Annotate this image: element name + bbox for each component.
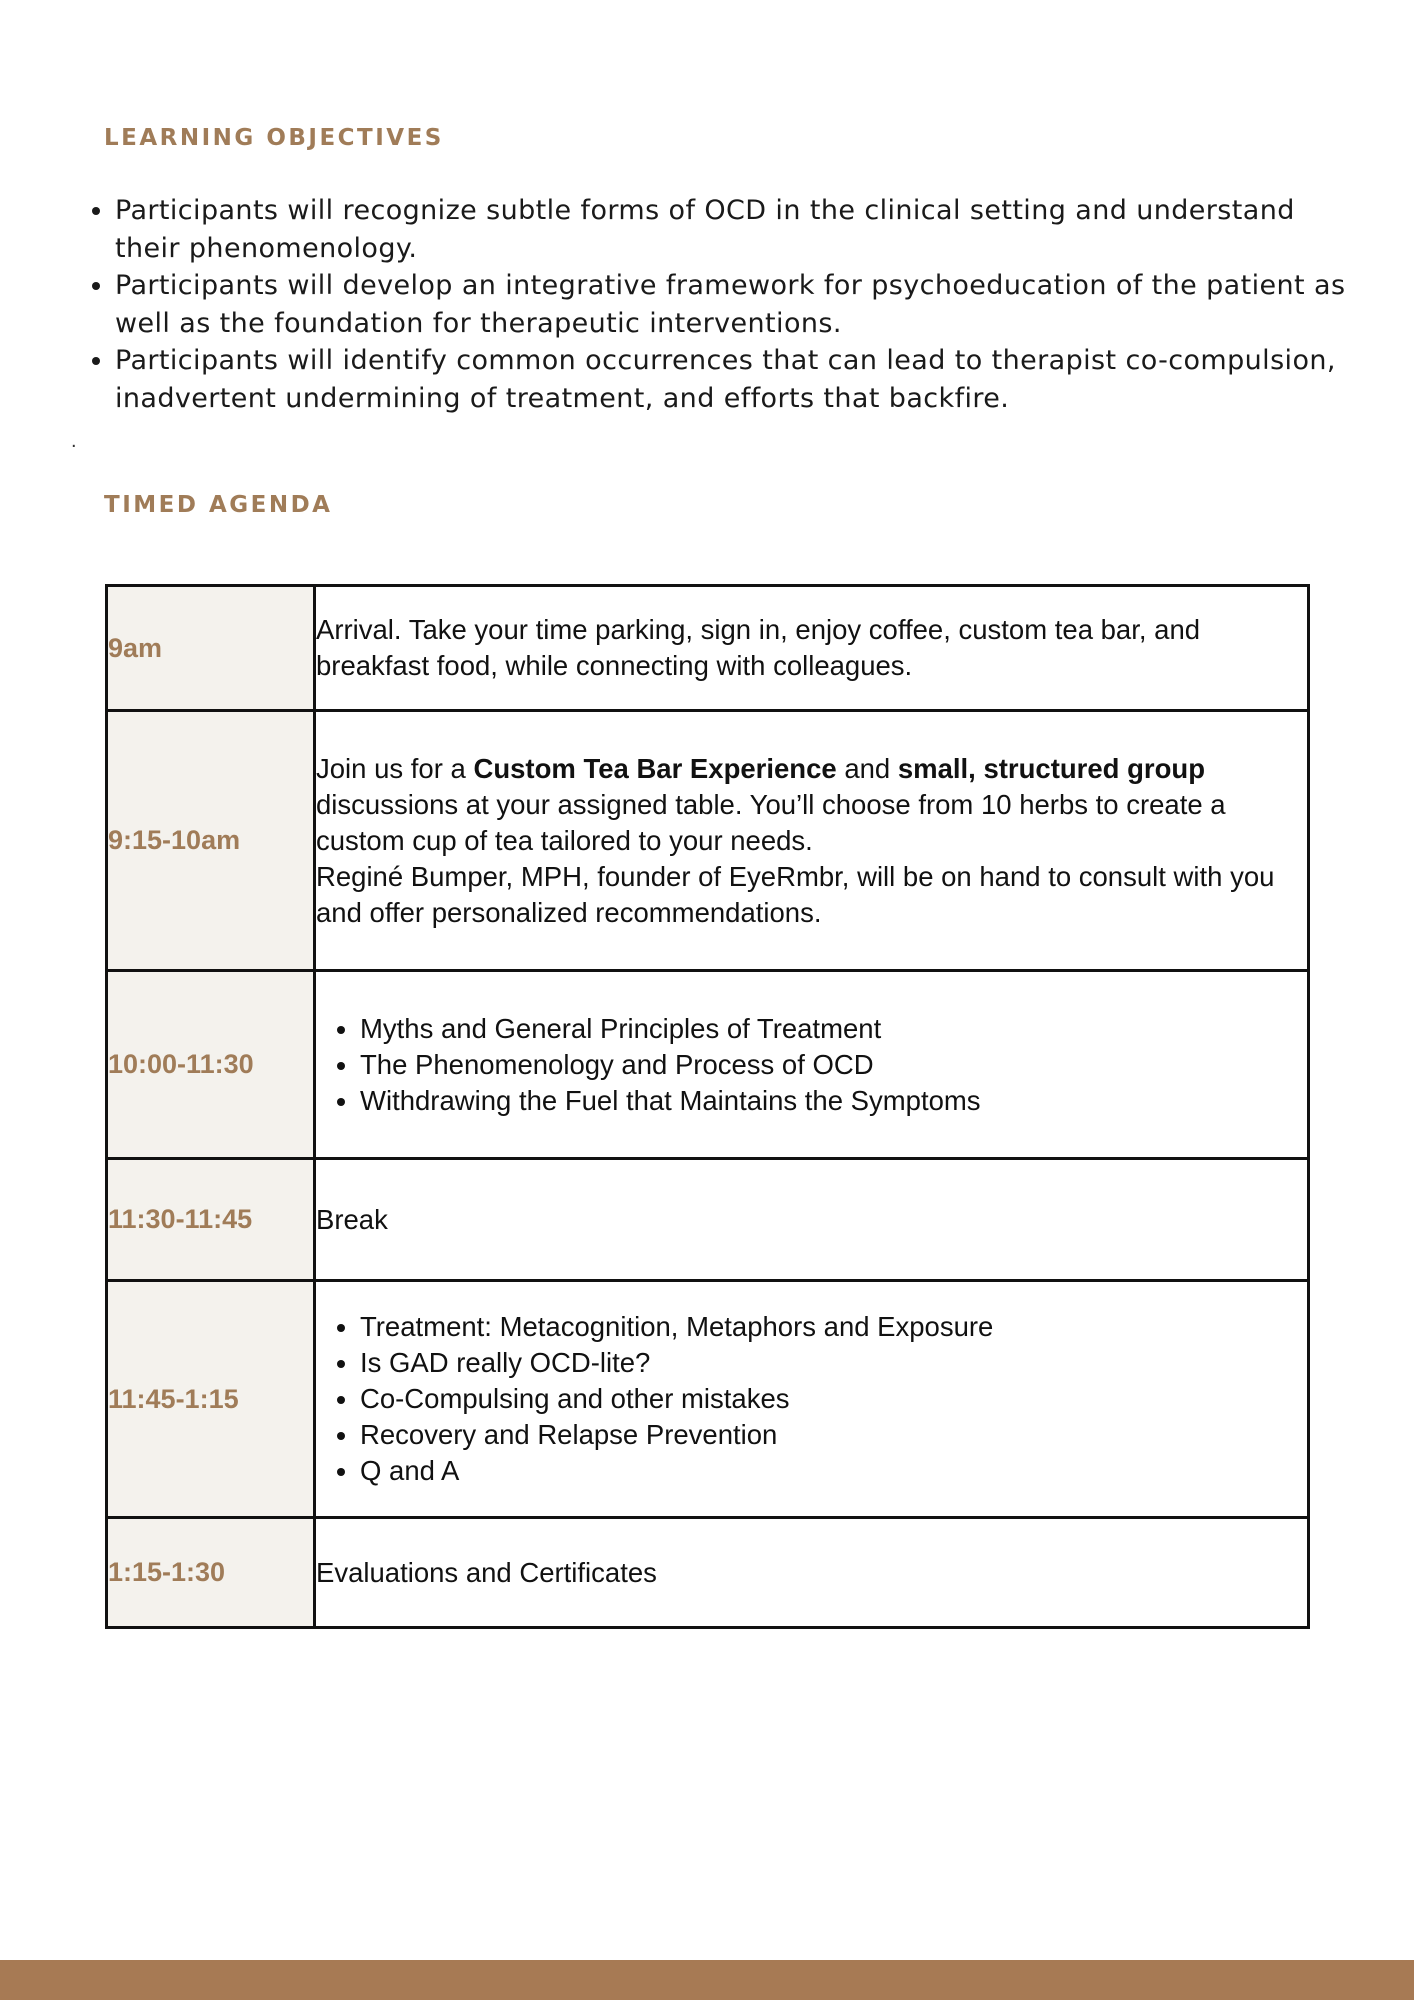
agenda-time: 1:15-1:30 bbox=[107, 1518, 315, 1628]
agenda-time: 10:00-11:30 bbox=[107, 971, 315, 1159]
topic-item: • Is GAD really OCD-lite? bbox=[360, 1345, 1307, 1381]
stray-period: . bbox=[71, 430, 77, 452]
agenda-time: 11:45-1:15 bbox=[107, 1281, 315, 1518]
topic-item: • Myths and General Principles of Treatment bbox=[360, 1011, 1307, 1047]
agenda-row bbox=[107, 971, 1309, 1159]
session-topic-list bbox=[316, 1011, 1307, 1119]
learning-objectives-heading: LEARNING OBJECTIVES bbox=[104, 125, 444, 151]
agenda-description: Evaluations and Certificates bbox=[315, 1518, 1309, 1628]
topic-item: • The Phenomenology and Process of OCD bbox=[360, 1047, 1307, 1083]
agenda-row bbox=[107, 711, 1309, 971]
agenda-row bbox=[107, 1518, 1309, 1628]
topic-item: • Co-Compulsing and other mistakes bbox=[360, 1381, 1307, 1417]
tea-bar-highlight: Custom Tea Bar Experience bbox=[473, 752, 837, 784]
tea-rest-text: discussions at your assigned table. You’ll choose from 10 herbs to create a custom cup of tea tailored to your needs. bbox=[316, 788, 1226, 856]
agenda-row bbox=[107, 586, 1309, 711]
agenda-row bbox=[107, 1281, 1309, 1518]
agenda-time: 9am bbox=[107, 586, 315, 711]
agenda-time: 11:30-11:45 bbox=[107, 1159, 315, 1281]
tea-bar-paragraph bbox=[316, 751, 1307, 859]
topic-item: • Withdrawing the Fuel that Maintains the Symptoms bbox=[360, 1083, 1307, 1119]
session-topic-list bbox=[316, 1309, 1307, 1489]
topic-item: • Q and A bbox=[360, 1453, 1307, 1489]
agenda-row bbox=[107, 1159, 1309, 1281]
learning-objectives-list bbox=[86, 192, 1365, 417]
timed-agenda-heading: TIMED AGENDA bbox=[104, 492, 333, 518]
agenda-time: 9:15-10am bbox=[107, 711, 315, 971]
tea-connector-text: and bbox=[836, 752, 898, 784]
agenda-description bbox=[315, 1281, 1309, 1518]
agenda-description bbox=[315, 971, 1309, 1159]
objective-item: • Participants will identify common occurrences that can lead to therapist co-compulsion, inadvertent undermining of treatment, and efforts that backfire. bbox=[115, 342, 1365, 417]
tea-intro-text: Join us for a bbox=[316, 752, 474, 784]
topic-item: • Treatment: Metacognition, Metaphors and Exposure bbox=[360, 1309, 1307, 1345]
agenda-description bbox=[315, 711, 1309, 971]
group-highlight: small, structured group bbox=[897, 752, 1205, 784]
objective-item: • Participants will develop an integrative framework for psychoeducation of the patient as well as the foundation for therapeutic interventions. bbox=[115, 267, 1365, 342]
agenda-table bbox=[105, 584, 1310, 1629]
agenda-description: Arrival. Take your time parking, sign in, enjoy coffee, custom tea bar, and breakfast food, while connecting with colleagues. bbox=[315, 586, 1309, 711]
consultant-paragraph: Reginé Bumper, MPH, founder of EyeRmbr, will be on hand to consult with you and offer personalized recommendations. bbox=[316, 860, 1275, 928]
topic-item: • Recovery and Relapse Prevention bbox=[360, 1417, 1307, 1453]
footer-bar bbox=[0, 1960, 1414, 2000]
objective-item: • Participants will recognize subtle forms of OCD in the clinical setting and understand their phenomenology. bbox=[115, 192, 1365, 267]
agenda-description: Break bbox=[315, 1159, 1309, 1281]
